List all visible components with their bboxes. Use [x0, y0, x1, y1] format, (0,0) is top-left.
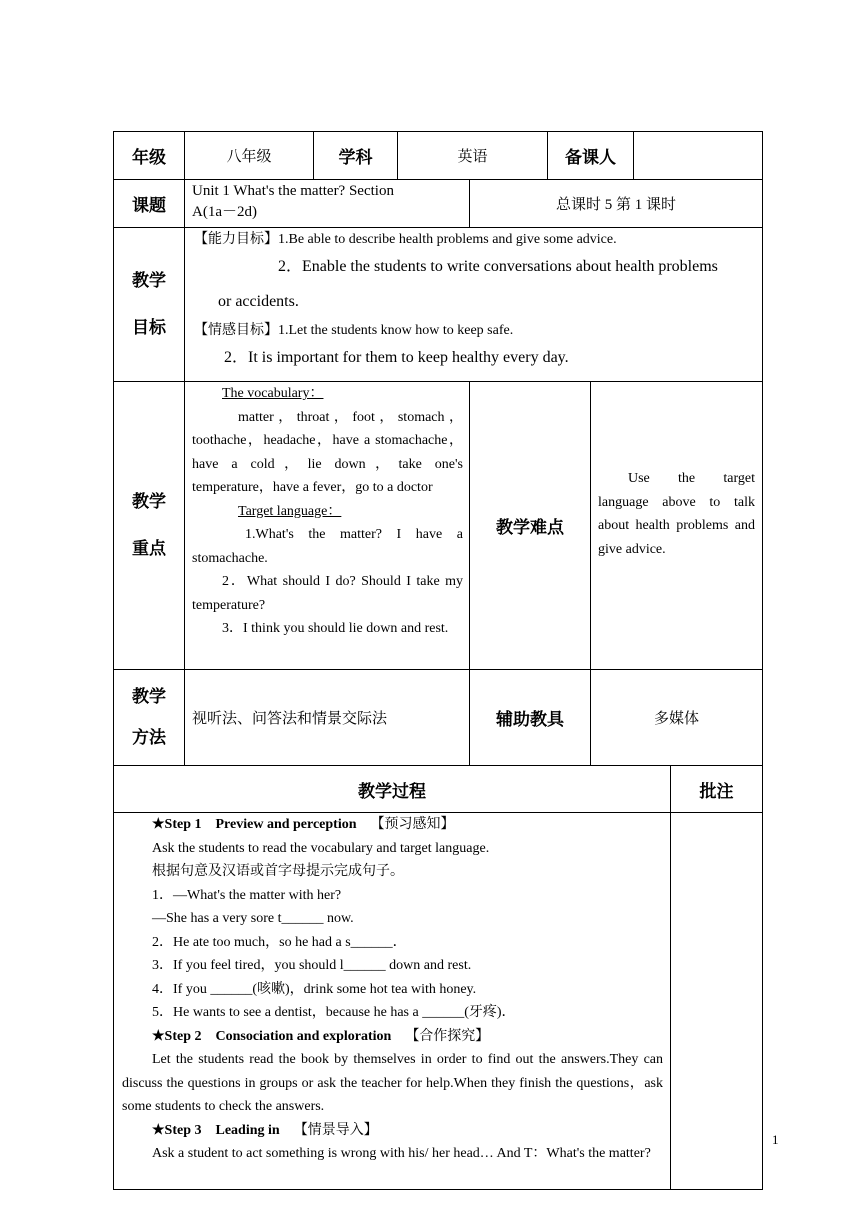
- ability-2b: or accidents.: [218, 293, 299, 310]
- objectives-label-bottom: 目标: [132, 317, 166, 338]
- emotion-2: 2．It is important for them to keep healthy every day.: [224, 349, 569, 366]
- key-points-label: [114, 382, 184, 669]
- preparer-label: 备课人: [565, 148, 616, 168]
- lesson-label: 课题: [132, 196, 166, 216]
- step2-title: ★Step 2 Consociation and exploration: [152, 1028, 392, 1044]
- table-border: [184, 179, 185, 765]
- subject-label: 学科: [338, 148, 373, 168]
- step1-heading: [122, 813, 663, 837]
- ability-1: 1.Be able to describe health problems and give some advice.: [278, 232, 617, 247]
- method-label-top: 教学: [132, 686, 166, 707]
- method-label-bottom: 方法: [132, 727, 166, 748]
- target-1: 1.What's the matter? I have a stomachache.: [192, 527, 463, 566]
- step1-title: ★Step 1 Preview and perception: [152, 817, 357, 832]
- method-text: 视听法、问答法和情景交际法: [192, 711, 388, 727]
- question-3: 3．If you feel tired，you should l______ down and rest.: [152, 958, 472, 973]
- emotion-line-1: [194, 320, 760, 342]
- lesson-hours: 总课时 5 第 1 课时: [555, 197, 676, 213]
- aids-value: 多媒体: [653, 711, 699, 727]
- step3-title: ★Step 3 Leading in: [152, 1122, 280, 1138]
- step3-text: Ask a student to act something is wrong with his/ her head… And T：What's the matter?: [152, 1146, 651, 1161]
- key-points-label-bottom: 重点: [132, 538, 166, 559]
- grade-label: 年级: [132, 148, 166, 168]
- step2-heading: [122, 1025, 663, 1049]
- objectives-label-top: 教学: [132, 270, 166, 291]
- aids-label: 辅助教具: [496, 710, 564, 730]
- question-1a: 1．—What's the matter with her?: [152, 887, 342, 903]
- step1-tag: 【预习感知】: [370, 817, 455, 832]
- grade-value: 八年级: [226, 149, 272, 165]
- table-border: [113, 227, 763, 228]
- objectives-content: [194, 229, 760, 367]
- target-3: 3．I think you should lie down and rest.: [222, 621, 449, 636]
- difficulty-label: 教学难点: [496, 518, 564, 538]
- step3-heading: [122, 1119, 663, 1143]
- step2-tag: 【合作探究】: [405, 1028, 490, 1044]
- question-1b: —She has a very sore t______ now.: [152, 911, 354, 926]
- vocab-heading: The vocabulary：: [222, 386, 324, 401]
- question-5: 5．He wants to see a dentist，because he has a ______(牙疼)．: [152, 1005, 516, 1020]
- step1-task: 根据句意及汉语或首字母提示完成句子。: [152, 864, 404, 879]
- lesson-title-line1: Unit 1 What's the matter? Section: [192, 183, 394, 199]
- preparer-value: [634, 132, 762, 179]
- lesson-title: [192, 181, 464, 223]
- difficulty-text: Use the target language above to talk about health problems and give advice.: [598, 471, 755, 557]
- step1-instruction: Ask the students to read the vocabulary and target language.: [152, 840, 490, 856]
- notes-header: 批注: [699, 781, 734, 802]
- ability-2: 2．Enable the students to write conversations about health problems: [278, 258, 718, 275]
- question-4: 4．If you ______(咳嗽)，drink some hot tea with honey.: [152, 981, 477, 997]
- page-number: 1: [772, 1132, 779, 1147]
- table-border: [670, 765, 671, 1189]
- lesson-title-line2: A(1a－2d): [192, 204, 257, 220]
- process-header: 教学过程: [358, 781, 426, 802]
- step3-tag: 【情景导入】: [293, 1122, 378, 1138]
- step2-text: Let the students read the book by themselves in order to find out the answers.They can discuss the questions in groups or ask the teacher for help.When they finish the questions，ask some students to check the answers.: [122, 1052, 663, 1114]
- table-border: [113, 1189, 763, 1190]
- process-content: [122, 813, 663, 1166]
- ability-line-1: [194, 229, 760, 251]
- target-heading: Target language：: [238, 503, 342, 519]
- key-points-content: [192, 382, 463, 641]
- target-2: 2．What should I do? Should I take my temperature?: [192, 574, 463, 613]
- vocab-list: matter，throat，foot，stomach，toothache，headache，have a stomachache，have a cold，lie down，take one's temperature，have a fever，go to a doctor: [192, 409, 463, 495]
- key-points-label-top: 教学: [132, 491, 166, 512]
- emotion-tag: 【情感目标】: [194, 323, 278, 338]
- objectives-label: [114, 228, 184, 381]
- ability-tag: 【能力目标】: [194, 232, 278, 247]
- table-border: [762, 131, 763, 1190]
- emotion-1: 1.Let the students know how to keep safe.: [278, 323, 514, 338]
- method-label: [114, 670, 184, 765]
- subject-value: 英语: [457, 149, 488, 165]
- question-2: 2．He ate too much，so he had a s______．: [152, 934, 407, 950]
